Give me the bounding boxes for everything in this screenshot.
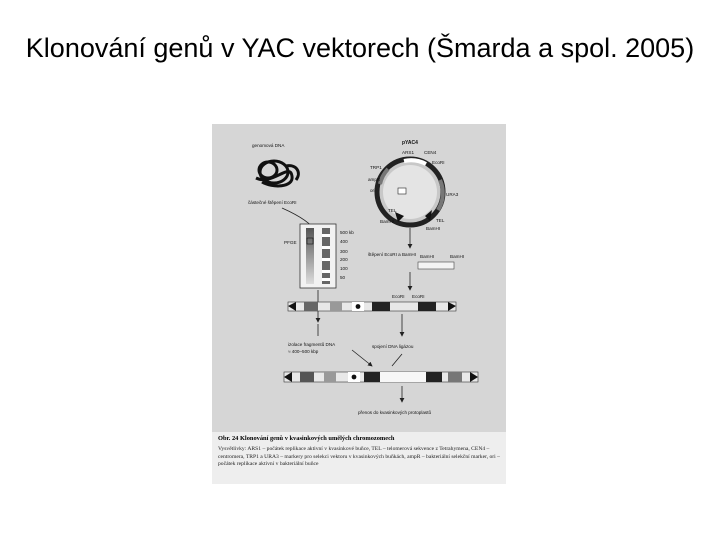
- size-400-label: 400: [340, 239, 348, 244]
- genomic-dna-coil: [256, 161, 298, 186]
- ecori-mid-left-label: EcoRI: [392, 294, 405, 299]
- ura3-label: URA3: [446, 192, 459, 197]
- gel-box: [300, 224, 336, 288]
- pfge-label: PFGE: [284, 240, 297, 245]
- tel-right-label: TEL: [436, 218, 445, 223]
- bamhi-small2-label: BamHI: [450, 254, 465, 259]
- bamhi-left-label: BamHI: [380, 219, 395, 224]
- cen4-label: CEN4: [424, 150, 437, 155]
- plasmid-cen-box: [398, 188, 406, 194]
- bamhi-right-label: BamHI: [426, 226, 441, 231]
- ligation-label: spojení DNA ligázou: [372, 344, 414, 349]
- plasmid-name-label: pYAC4: [402, 140, 418, 146]
- caption-body: Vysvětlivky: ARS1 – počátek replikace aktivní v kvasinkové buňce, TEL – telomerová sekvence z Tetrahymena, CEN4 – centromera, TRP1 a URA3 – markery pro selekci vektoru v kvasinkových buňkách, ampR – bakteriální selekční marker, ori – počátek replikace aktivní v bakteriální buňce: [218, 446, 500, 468]
- ori-label: ori: [370, 188, 376, 193]
- partial-digest-label: částečné štěpení EcoRI: [248, 200, 297, 205]
- yac-cloning-figure: [212, 124, 506, 484]
- slide-title: Klonování genů v YAC vektorech (Šmarda a spol. 2005): [25, 33, 695, 63]
- vector-arms-bar: [288, 302, 456, 311]
- figure-caption: [212, 432, 506, 484]
- ampr-label: ampR: [368, 177, 381, 182]
- ecori-top-label: EcoRI: [432, 160, 445, 165]
- recombinant-yac-bar: [284, 372, 478, 382]
- size-100-label: 100: [340, 266, 348, 271]
- figure-illustration: [212, 124, 506, 432]
- digest-label: štěpení EcoRI a BamHI: [368, 252, 417, 257]
- size-200-label: 200: [340, 257, 348, 262]
- isolation-label: izolace fragmentů DNA: [288, 342, 336, 347]
- trp1-label: TRP1: [370, 165, 382, 170]
- vector-arm-fragment: [418, 262, 454, 269]
- caption-heading: Obr. 24 Klonování genů v kvasinkových umělých chromozomech: [218, 435, 395, 442]
- size-50-label: 50: [340, 275, 346, 280]
- gel-lane-1: [306, 228, 314, 284]
- isolation-size-label: ≈ 400–500 kbp: [288, 349, 319, 354]
- size-300-label: 300: [340, 249, 348, 254]
- tel-left-label: TEL: [388, 208, 397, 213]
- ars1-label: ARS1: [402, 150, 415, 155]
- transfer-label: přenos do kvasinkových protoplastů: [358, 410, 432, 415]
- genomic-dna-label: genomová DNA: [252, 143, 285, 148]
- ecori-mid-right-label: EcoRI: [412, 294, 425, 299]
- bamhi-small-label: BamHI: [420, 254, 435, 259]
- size-500-label: 500 kb: [340, 230, 354, 235]
